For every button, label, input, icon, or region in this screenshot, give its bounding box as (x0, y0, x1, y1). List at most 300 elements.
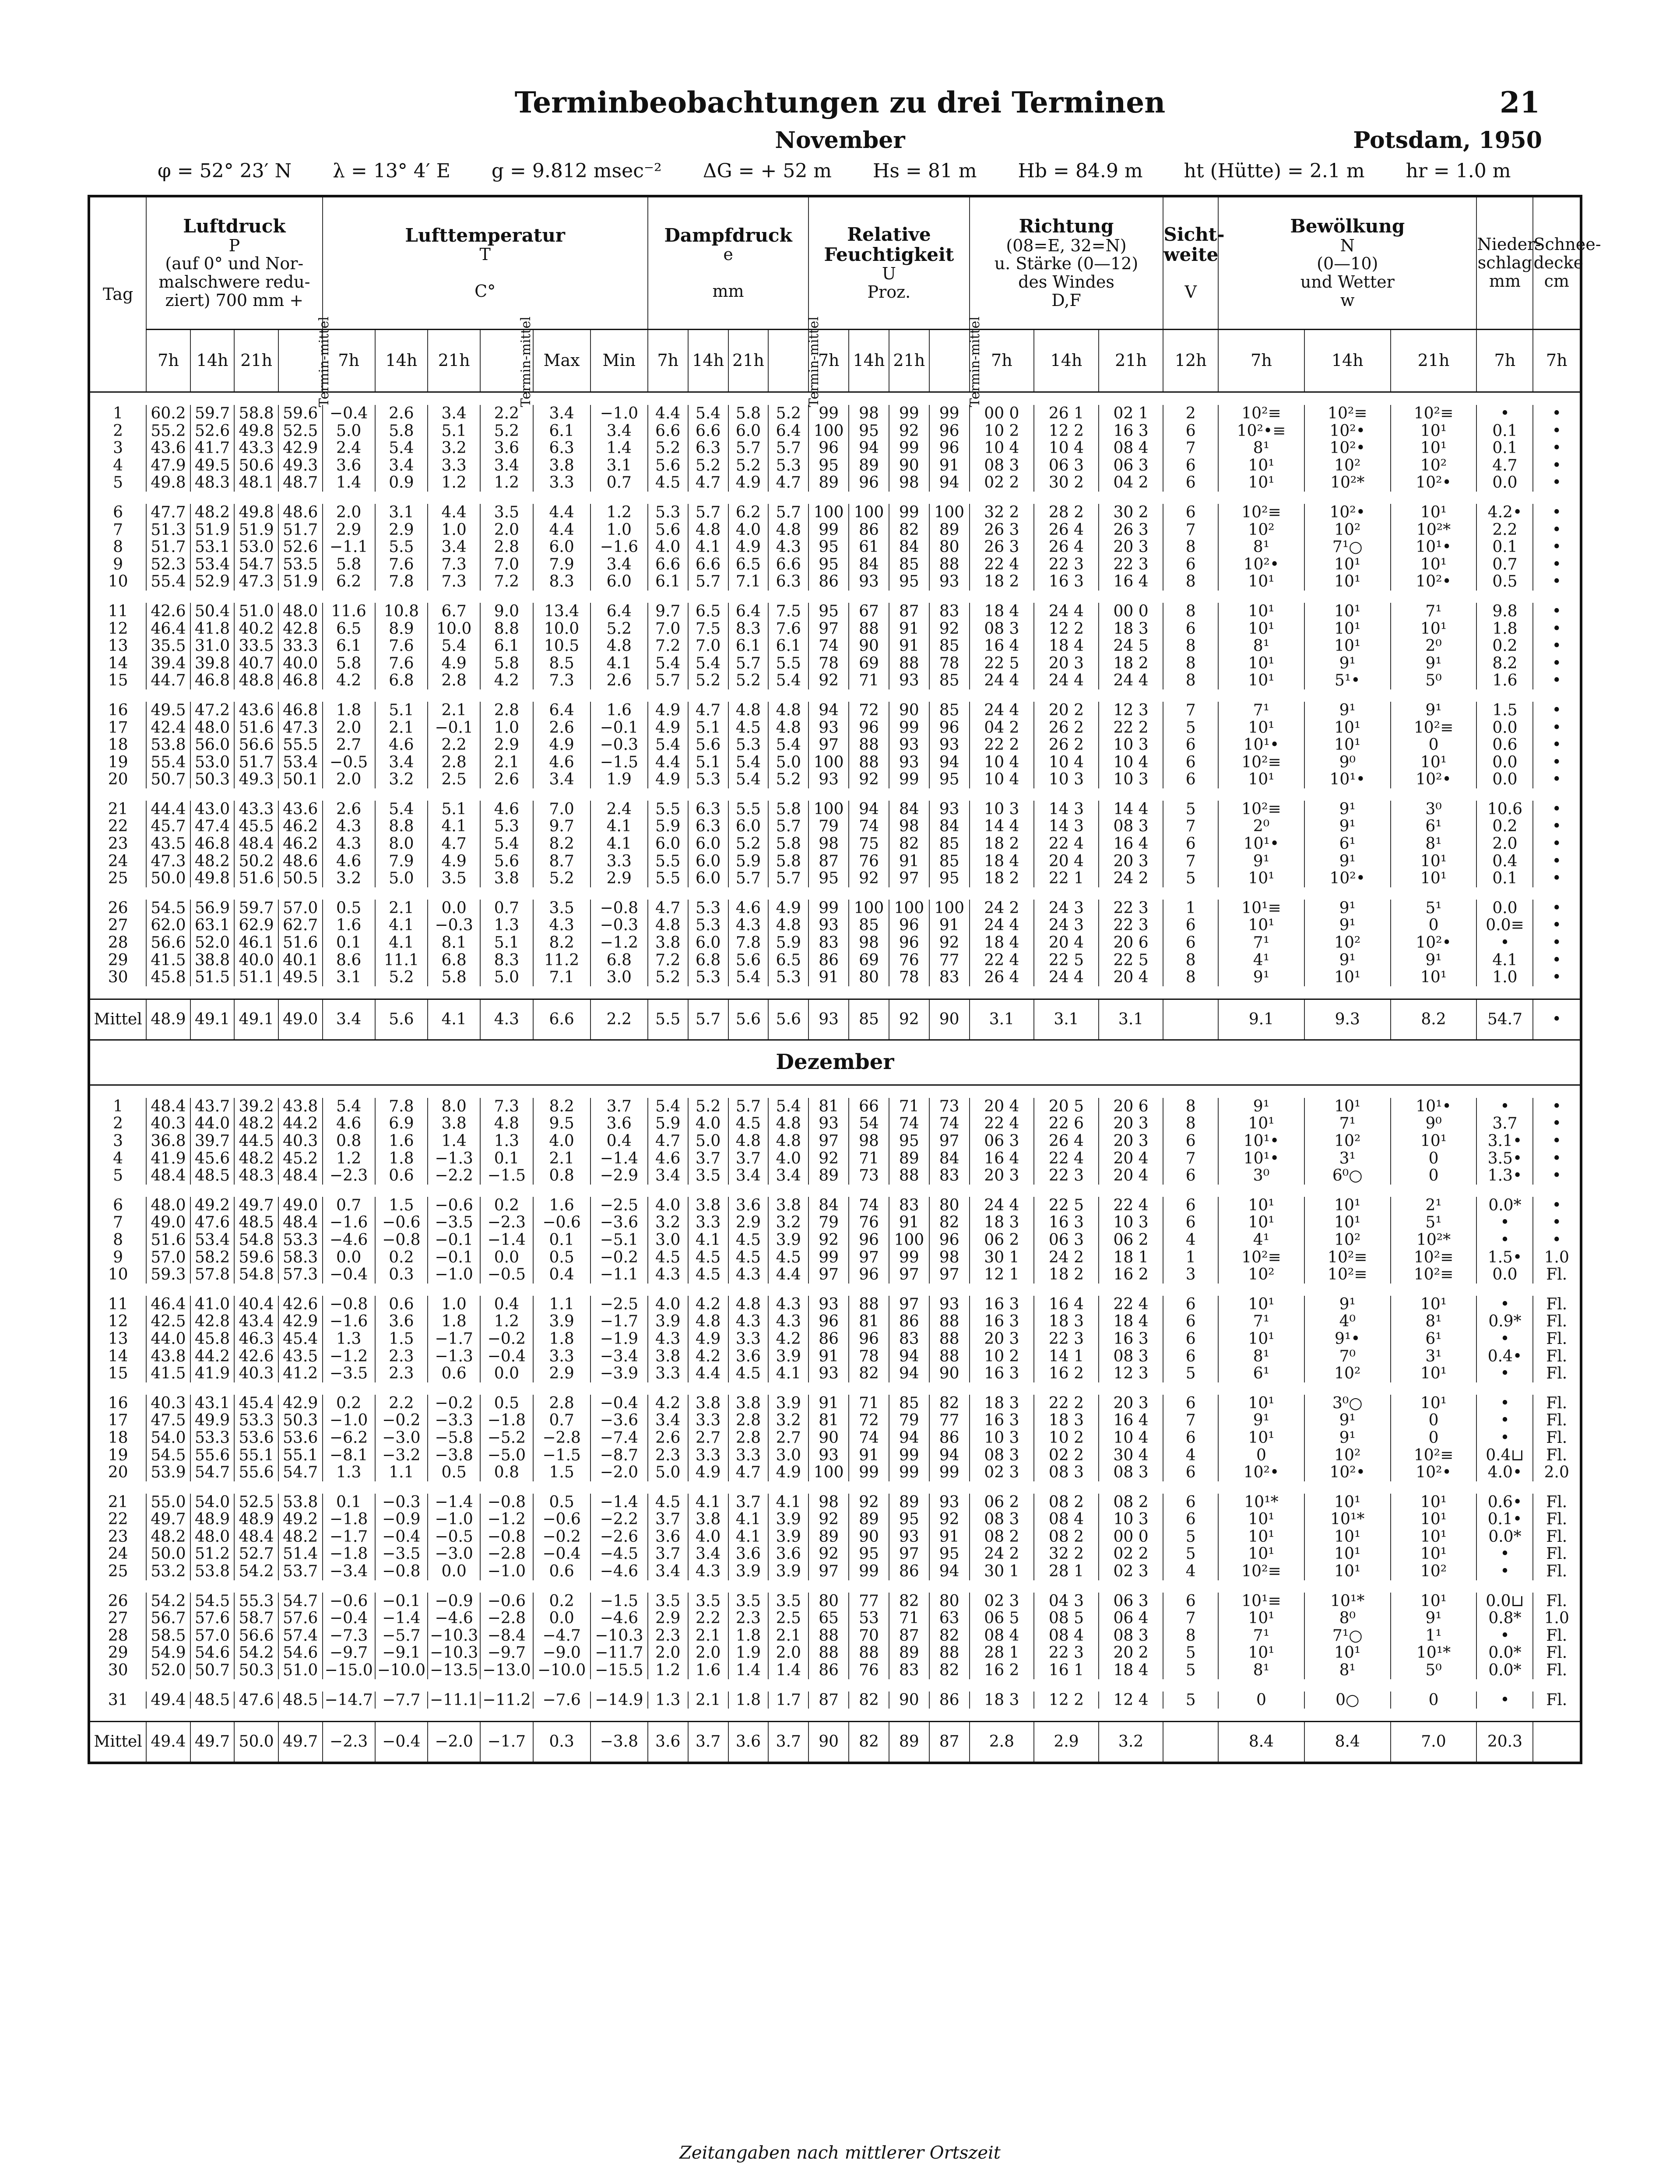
table-cell: −1.7 (590, 1313, 648, 1330)
table-cell: 10¹ (1304, 1644, 1391, 1662)
table-cell: 3.3 (728, 1330, 769, 1348)
table-cell: 0.1 (533, 1231, 590, 1249)
table-cell: 11.1 (375, 952, 428, 969)
row-label: 19 (89, 1447, 146, 1464)
table-row (89, 1115, 1581, 1132)
table-cell: 52.9 (190, 573, 235, 591)
table-cell: 48.4 (146, 1167, 190, 1185)
table-cell: 20 4 (1099, 969, 1163, 986)
table-cell: 46.8 (278, 702, 323, 719)
table-cell: 0.0* (1476, 1528, 1533, 1546)
table-cell: Fl. (1533, 1545, 1581, 1563)
table-cell: 10¹ (1391, 1511, 1477, 1528)
row-gap (89, 1185, 1581, 1197)
table-cell: 08 2 (1034, 1494, 1099, 1511)
table-row (89, 1313, 1581, 1330)
table-cell: 97 (808, 1132, 849, 1150)
table-cell: 10 3 (1099, 736, 1163, 754)
table-cell: 98 (849, 1132, 889, 1150)
table-cell: 8.2 (533, 835, 590, 853)
table-cell: 4.1 (688, 1231, 728, 1249)
table-cell: • (1533, 1167, 1581, 1185)
table-cell: 2.4 (590, 801, 648, 818)
table-cell: 2.8 (480, 538, 533, 556)
table-cell: −4.6 (428, 1610, 480, 1627)
table-cell: 82 (889, 835, 929, 853)
table-cell: 9¹ (1218, 1098, 1304, 1115)
table-cell: • (1533, 853, 1581, 870)
table-cell: 93 (808, 719, 849, 737)
table-cell: 24 2 (1099, 870, 1163, 887)
table-cell: 10¹ (1218, 672, 1304, 689)
table-cell: 4.3 (648, 1330, 688, 1348)
table-cell: −1.2 (590, 934, 648, 952)
table-cell: 08 3 (1099, 1464, 1163, 1481)
table-cell: 6 (1163, 1593, 1218, 1610)
table-cell: 18 4 (1099, 1313, 1163, 1330)
table-cell: 41.9 (190, 1365, 235, 1382)
table-cell: 2.9 (1034, 1722, 1099, 1763)
table-cell: 18 2 (1099, 655, 1163, 672)
table-cell: 20 3 (970, 1330, 1034, 1348)
table-cell: 57.0 (278, 900, 323, 917)
table-cell: −1.0 (428, 1511, 480, 1528)
table-row (89, 719, 1581, 737)
table-cell: 5.9 (648, 1115, 688, 1132)
row-label: 16 (89, 1395, 146, 1412)
table-cell: 5.6 (728, 999, 769, 1040)
table-cell: 3.3 (728, 1447, 769, 1464)
table-cell: 80 (929, 1593, 970, 1610)
table-cell: 0.8 (323, 1132, 375, 1150)
table-cell: 22 3 (1034, 1644, 1099, 1662)
table-cell: 02 3 (970, 1464, 1034, 1481)
table-cell: 4.4 (648, 405, 688, 422)
table-cell: 7 (1163, 1150, 1218, 1168)
table-cell: 1.5 (533, 1464, 590, 1481)
table-cell: 10² (1304, 521, 1391, 539)
table-cell: • (1533, 672, 1581, 689)
table-cell: 49.7 (278, 1722, 323, 1763)
table-cell: 28 1 (970, 1644, 1034, 1662)
table-cell: −2.3 (323, 1167, 375, 1185)
table-cell: 45.4 (278, 1330, 323, 1348)
table-cell: 9⁰ (1304, 754, 1391, 771)
gap-cell (89, 1709, 1581, 1722)
table-cell: 10²• (1304, 440, 1391, 457)
table-cell: 10¹ (1304, 573, 1391, 591)
table-cell: • (1533, 900, 1581, 917)
mittel-row (89, 1722, 1581, 1763)
table-cell: 4.3 (688, 1563, 728, 1580)
table-cell: 7.3 (480, 1098, 533, 1115)
table-cell: 4.1 (428, 818, 480, 835)
table-cell: 78 (849, 1348, 889, 1365)
table-cell: 5.7 (728, 1098, 769, 1115)
table-cell: 98 (929, 1249, 970, 1266)
table-cell: • (1533, 1197, 1581, 1214)
row-label: 27 (89, 917, 146, 934)
station-parameters (158, 160, 1546, 182)
table-cell: −0.2 (590, 1249, 648, 1266)
table-cell: 10²• (1391, 474, 1477, 492)
table-cell: 53.0 (234, 538, 278, 556)
table-cell: 76 (849, 853, 889, 870)
table-cell: 5 (1163, 801, 1218, 818)
table-row (89, 573, 1581, 591)
table-cell: 3.3 (688, 1214, 728, 1231)
table-cell: 4.2 (480, 672, 533, 689)
gap-cell (89, 1185, 1581, 1197)
table-cell: 65 (808, 1610, 849, 1627)
table-cell: 55.1 (234, 1447, 278, 1464)
param-hs: Hs = 81 m (873, 160, 977, 182)
col-tag: Tag (89, 196, 146, 392)
table-cell: 89 (929, 521, 970, 539)
table-cell: −0.1 (428, 1249, 480, 1266)
table-cell: 57.0 (146, 1249, 190, 1266)
table-cell: 90 (808, 1429, 849, 1447)
table-cell: 22 3 (1099, 556, 1163, 573)
sub-s-7h: 7h (1533, 330, 1581, 392)
table-cell: 42.8 (278, 620, 323, 638)
table-cell: 6.8 (375, 672, 428, 689)
row-label: 5 (89, 474, 146, 492)
row-label: 10 (89, 1266, 146, 1284)
table-cell: 6 (1163, 1313, 1218, 1330)
table-cell: 4.8 (590, 637, 648, 655)
table-row (89, 440, 1581, 457)
table-cell: 71 (849, 1150, 889, 1168)
table-cell: 87 (808, 1692, 849, 1709)
table-cell: 51.3 (146, 521, 190, 539)
sub-u-7h: 7h (808, 330, 849, 392)
row-gap (89, 689, 1581, 702)
table-cell: 22 4 (970, 1115, 1034, 1132)
table-cell: 54.7 (190, 1464, 235, 1481)
table-cell: 95 (889, 573, 929, 591)
table-cell: 10²• (1304, 870, 1391, 887)
table-cell: 1.8 (533, 1330, 590, 1348)
table-cell: 96 (808, 440, 849, 457)
table-cell: 81 (808, 1412, 849, 1429)
table-cell: 100 (849, 900, 889, 917)
table-row (89, 1464, 1581, 1481)
table-cell: 98 (808, 835, 849, 853)
table-cell: 5.0 (688, 1132, 728, 1150)
table-cell: 26 2 (1034, 719, 1099, 737)
table-cell: 0.4• (1476, 1348, 1533, 1365)
table-cell: −0.3 (590, 736, 648, 754)
table-cell: • (1533, 440, 1581, 457)
table-cell: 2.0 (1476, 835, 1533, 853)
table-cell: 43.0 (190, 801, 235, 818)
table-cell: 4.3 (728, 917, 769, 934)
table-cell: 89 (808, 474, 849, 492)
table-cell: 10¹ (1391, 1365, 1477, 1382)
table-cell: 6 (1163, 1395, 1218, 1412)
table-cell: 0.0 (323, 1249, 375, 1266)
table-cell: 2.0 (323, 719, 375, 737)
table-cell: 42.5 (146, 1313, 190, 1330)
table-cell: 6 (1163, 1348, 1218, 1365)
table-cell: 5⁰ (1391, 1662, 1477, 1679)
table-cell: −4.7 (533, 1627, 590, 1645)
sub-n-7h: 7h (1218, 330, 1304, 392)
table-cell: • (1476, 934, 1533, 952)
table-cell: 69 (849, 952, 889, 969)
table-cell: −1.5 (590, 754, 648, 771)
table-cell: −0.5 (323, 754, 375, 771)
table-cell: −0.2 (533, 1528, 590, 1546)
table-cell: 5.3 (688, 917, 728, 934)
sub-d-14h: 14h (1034, 330, 1099, 392)
table-row (89, 853, 1581, 870)
table-cell: • (1533, 1132, 1581, 1150)
table-cell: 7.3 (428, 573, 480, 591)
table-cell: 3.3 (590, 853, 648, 870)
row-label: 25 (89, 1563, 146, 1580)
table-cell: 4.8 (688, 521, 728, 539)
table-cell: 87 (808, 853, 849, 870)
table-cell: 8.2 (533, 1098, 590, 1115)
table-cell: 2.0 (768, 1644, 808, 1662)
table-cell: 55.2 (146, 422, 190, 440)
table-cell: 100 (929, 504, 970, 521)
table-cell: 2.0 (648, 1644, 688, 1662)
table-cell: 95 (808, 603, 849, 620)
table-cell: 3.5 (768, 1593, 808, 1610)
table-row (89, 1231, 1581, 1249)
table-cell: 50.5 (278, 870, 323, 887)
table-cell: 3.4 (688, 1545, 728, 1563)
row-label: 21 (89, 1494, 146, 1511)
table-cell: 5.6 (375, 999, 428, 1040)
table-cell: 3.4 (728, 1167, 769, 1185)
table-cell: 47.3 (278, 719, 323, 737)
table-cell: 95 (889, 1511, 929, 1528)
table-cell: 10¹ (1391, 504, 1477, 521)
param-ht: ht (Hütte) = 2.1 m (1184, 160, 1365, 182)
sub-p-21h: 21h (234, 330, 278, 392)
table-cell: 4.8 (768, 719, 808, 737)
table-cell: 2⁰ (1391, 637, 1477, 655)
table-cell: 51.7 (234, 754, 278, 771)
table-cell: 86 (849, 521, 889, 539)
table-cell: 6 (1163, 1214, 1218, 1231)
table-cell: 6 (1163, 474, 1218, 492)
table-cell: 4.4 (768, 1266, 808, 1284)
table-cell: 3.8 (533, 457, 590, 475)
table-cell: 52.6 (190, 422, 235, 440)
table-cell: 6.8 (688, 952, 728, 969)
table-cell: 1.3 (480, 917, 533, 934)
table-cell: 10¹ (1304, 556, 1391, 573)
table-cell: 46.4 (146, 620, 190, 638)
table-cell: 89 (889, 1722, 929, 1763)
row-gap (89, 1481, 1581, 1494)
table-cell: 5.8 (375, 422, 428, 440)
table-cell: 26 3 (1099, 521, 1163, 539)
table-cell: 10²≡ (1218, 405, 1304, 422)
table-cell: 4.8 (768, 521, 808, 539)
gap-cell (89, 392, 1581, 405)
table-cell: 54.7 (278, 1593, 323, 1610)
table-cell: 06 2 (970, 1494, 1034, 1511)
table-cell: 16 3 (1099, 1330, 1163, 1348)
table-cell: 0.5 (428, 1464, 480, 1481)
table-cell: 49.0 (278, 1197, 323, 1214)
table-cell: 99 (889, 440, 929, 457)
table-cell: 24 2 (970, 900, 1034, 917)
table-cell: 50.3 (190, 771, 235, 788)
table-cell: 88 (808, 1627, 849, 1645)
table-cell: • (1476, 405, 1533, 422)
table-cell: −2.9 (590, 1167, 648, 1185)
table-cell: 96 (849, 1266, 889, 1284)
table-cell: −8.1 (323, 1447, 375, 1464)
table-cell: 9¹ (1304, 655, 1391, 672)
table-cell: • (1533, 801, 1581, 818)
table-cell: 49.8 (146, 474, 190, 492)
table-cell: −2.2 (590, 1511, 648, 1528)
table-cell: 46.8 (278, 672, 323, 689)
table-cell: 43.1 (190, 1395, 235, 1412)
table-cell: 2.5 (428, 771, 480, 788)
table-cell: 98 (849, 405, 889, 422)
table-cell: 6.3 (688, 818, 728, 835)
table-cell: −0.8 (480, 1494, 533, 1511)
table-cell: 8 (1163, 538, 1218, 556)
table-cell: −0.9 (375, 1511, 428, 1528)
table-cell: 6.4 (590, 603, 648, 620)
table-cell: 3.4 (768, 1167, 808, 1185)
row-label: 5 (89, 1167, 146, 1185)
table-cell: 4.0 (648, 1296, 688, 1313)
table-cell: 42.6 (146, 603, 190, 620)
table-cell: 51.7 (278, 521, 323, 539)
table-row (89, 1197, 1581, 1214)
table-row (89, 900, 1581, 917)
table-cell: 10²≡ (1391, 719, 1477, 737)
table-cell: 58.2 (190, 1249, 235, 1266)
table-cell: 50.1 (278, 771, 323, 788)
table-cell: 71 (849, 1395, 889, 1412)
table-cell: 4.6 (648, 1150, 688, 1168)
table-cell: 1.3 (648, 1692, 688, 1709)
table-cell: 62.0 (146, 917, 190, 934)
table-cell: 10 2 (970, 1348, 1034, 1365)
table-cell: 6.2 (728, 504, 769, 521)
table-cell: 12 2 (1034, 422, 1099, 440)
table-cell: 40.1 (278, 952, 323, 969)
table-cell: 22 4 (970, 952, 1034, 969)
table-cell: 1.8 (375, 1150, 428, 1168)
row-label: 19 (89, 754, 146, 771)
table-row (89, 620, 1581, 638)
table-cell: 2.7 (688, 1429, 728, 1447)
table-cell: • (1476, 1412, 1533, 1429)
table-cell: 28 1 (1034, 1563, 1099, 1580)
table-cell: 12 1 (970, 1266, 1034, 1284)
table-cell: 10.8 (375, 603, 428, 620)
table-cell: 89 (808, 1167, 849, 1185)
table-cell: 24 2 (1034, 1249, 1099, 1266)
table-cell: 76 (849, 1662, 889, 1679)
table-cell: 24 4 (1034, 672, 1099, 689)
table-cell: 5.5 (648, 870, 688, 887)
table-cell: 7.6 (375, 655, 428, 672)
table-cell: 49.4 (146, 1722, 190, 1763)
table-cell: 6 (1163, 1494, 1218, 1511)
table-cell: 6.0 (728, 818, 769, 835)
table-cell: −1.0 (480, 1563, 533, 1580)
table-cell: 55.5 (278, 736, 323, 754)
table-cell: 45.4 (234, 1395, 278, 1412)
table-cell: 5.2 (688, 672, 728, 689)
table-cell: 0.0 (533, 1610, 590, 1627)
table-cell: • (1533, 1214, 1581, 1231)
table-cell: 54.8 (234, 1231, 278, 1249)
table-cell: 1 (1163, 900, 1218, 917)
table-cell: 9¹ (1391, 952, 1477, 969)
table-cell: 54.6 (190, 1644, 235, 1662)
table-cell: 49.9 (190, 1412, 235, 1429)
table-cell: 91 (929, 1528, 970, 1546)
table-cell: Fl. (1533, 1348, 1581, 1365)
table-cell: −0.2 (428, 1395, 480, 1412)
table-cell: −1.9 (590, 1330, 648, 1348)
table-cell: 08 3 (1034, 1464, 1099, 1481)
table-cell: 4.9 (428, 853, 480, 870)
table-cell: 98 (889, 474, 929, 492)
table-cell: −1.2 (480, 1511, 533, 1528)
table-cell: 4.0• (1476, 1464, 1533, 1481)
table-cell: 6 (1163, 1511, 1218, 1528)
table-cell: 6¹ (1391, 1330, 1477, 1348)
station-label: Potsdam, 1950 (1353, 127, 1542, 154)
table-cell: 6 (1163, 771, 1218, 788)
table-cell: 3.3 (533, 474, 590, 492)
table-cell: 10¹ (1218, 1610, 1304, 1627)
table-cell: 5.5 (375, 538, 428, 556)
table-cell: 4.4 (648, 754, 688, 771)
table-cell: 48.3 (190, 474, 235, 492)
row-gap (89, 1085, 1581, 1098)
sub-n-21h: 21h (1391, 330, 1477, 392)
table-cell: 44.2 (190, 1348, 235, 1365)
table-cell: 3.9 (533, 1313, 590, 1330)
table-cell: 6.5 (768, 952, 808, 969)
table-cell: 1.8 (728, 1627, 769, 1645)
table-cell: Fl. (1533, 1692, 1581, 1709)
table-cell: 16 2 (1034, 1365, 1099, 1382)
table-cell: 7.1 (728, 573, 769, 591)
table-cell: 3.1 (375, 504, 428, 521)
table-cell: 95 (929, 870, 970, 887)
table-row (89, 1132, 1581, 1150)
table-cell: 18 4 (970, 603, 1034, 620)
table-cell: 4.9 (728, 474, 769, 492)
table-cell: 8 (1163, 1115, 1218, 1132)
table-cell: 2.2 (480, 405, 533, 422)
table-cell: 5.9 (728, 853, 769, 870)
table-cell: 10²≡ (1304, 405, 1391, 422)
table-cell: −1.3 (428, 1150, 480, 1168)
table-cell: −2.0 (428, 1722, 480, 1763)
table-cell: 5.8 (428, 969, 480, 986)
table-cell: 6 (1163, 1429, 1218, 1447)
